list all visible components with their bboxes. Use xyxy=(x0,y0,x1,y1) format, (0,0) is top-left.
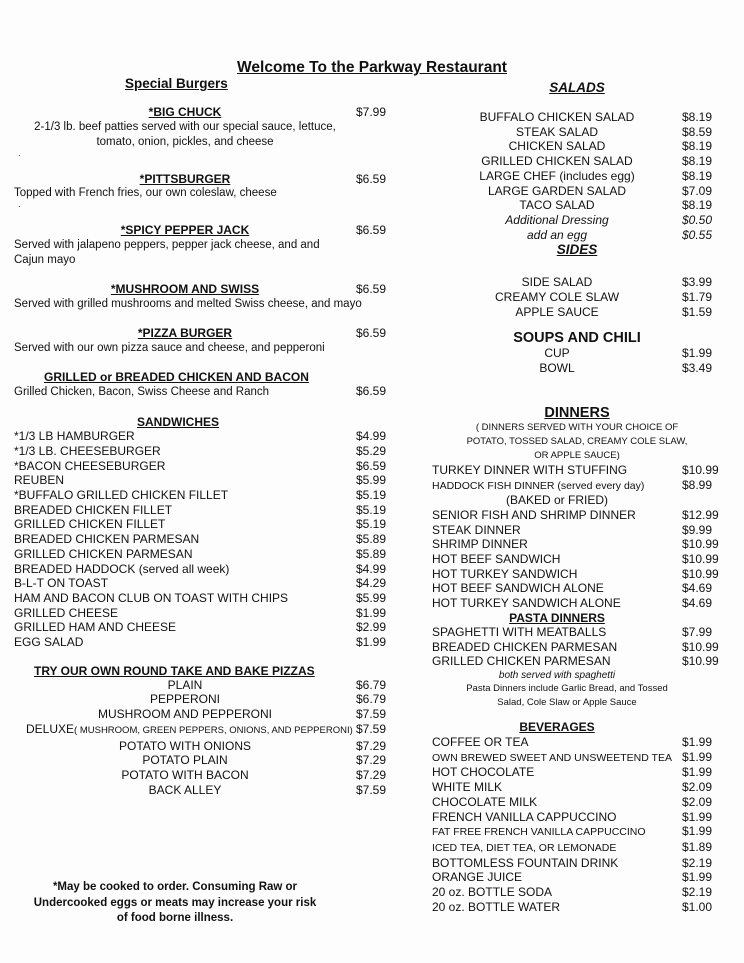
salad-row xyxy=(432,169,722,184)
pasta-note: both served with spaghetti xyxy=(498,669,616,681)
dinner-row xyxy=(432,463,722,478)
menu-price: $1.99 xyxy=(682,346,713,361)
menu-price: $1.99 xyxy=(682,749,713,764)
menu-price: $7.99 xyxy=(682,624,713,639)
menu-price: $7.29 xyxy=(356,767,387,782)
sandwich-row xyxy=(14,503,396,518)
menu-item-name: B-L-T ON TOAST xyxy=(14,576,109,591)
burger-price: $6.59 xyxy=(356,282,387,297)
menu-item-name: CHOCOLATE MILK xyxy=(432,794,538,809)
menu-item-name: STEAK SALAD xyxy=(515,124,599,139)
menu-price: $12.99 xyxy=(682,507,719,522)
left-column xyxy=(14,76,396,797)
burger-item xyxy=(14,172,396,214)
pizza-row xyxy=(14,783,396,798)
menu-price: $10.99 xyxy=(682,639,719,654)
menu-price: $1.99 xyxy=(356,635,387,650)
menu-price: $1.89 xyxy=(682,839,713,854)
menu-price: $8.99 xyxy=(682,477,713,492)
burger-row xyxy=(14,223,396,238)
menu-price: $8.19 xyxy=(682,110,713,124)
dinner-row xyxy=(432,537,722,552)
menu-price: $1.99 xyxy=(682,765,713,780)
menu-price: $8.19 xyxy=(682,198,713,213)
menu-price: $10.99 xyxy=(682,566,719,581)
chicken-bacon-section xyxy=(14,370,396,400)
right-column xyxy=(432,80,722,914)
sandwich-row xyxy=(14,473,396,488)
menu-price: $5.89 xyxy=(356,546,387,561)
menu-price: $4.69 xyxy=(682,581,713,596)
menu-item-name: 20 oz. BOTTLE SODA xyxy=(432,885,553,900)
burger-name: *BIG CHUCK xyxy=(148,105,222,119)
menu-item-name: ICED TEA, DIET TEA, OR LEMONADE xyxy=(432,841,617,854)
menu-item-name: SIDE SALAD xyxy=(521,275,593,290)
pizzas-heading: TRY OUR OWN ROUND TAKE AND BAKE PIZZAS xyxy=(34,663,315,678)
menu-price: $8.59 xyxy=(682,124,713,139)
menu-price: $2.19 xyxy=(682,855,713,870)
sandwich-row xyxy=(14,459,396,474)
dinners-heading: DINNERS xyxy=(544,404,610,421)
menu-item-name: BREADED CHICKEN PARMESAN xyxy=(14,532,200,547)
menu-price: $10.99 xyxy=(682,462,719,477)
sandwich-row xyxy=(14,576,396,591)
menu-item-name: HOT BEEF SANDWICH ALONE xyxy=(432,581,604,596)
burger-row xyxy=(14,105,396,120)
menu-price: $5.29 xyxy=(356,443,387,458)
menu-price: $7.59 xyxy=(356,782,387,797)
menu-price: $5.19 xyxy=(356,502,387,517)
pizza-row xyxy=(14,768,396,783)
salad-row xyxy=(432,125,722,140)
menu-item-name: *BACON CHEESEBURGER xyxy=(14,458,166,473)
menu-price: $3.49 xyxy=(682,361,713,376)
menu-price: $4.99 xyxy=(356,561,387,576)
beverage-row xyxy=(432,795,722,810)
sandwich-row xyxy=(14,591,396,606)
beverage-row xyxy=(432,780,722,795)
salad-row xyxy=(432,139,722,154)
menu-item-name: HAM AND BACON CLUB ON TOAST WITH CHIPS xyxy=(14,590,289,605)
disclaimer-note: *May be cooked to order. Consuming Raw or Undercooked eggs or meats may increase your risk of food borne illness. xyxy=(33,881,317,924)
burger-row xyxy=(14,172,396,187)
salad-row xyxy=(432,110,722,125)
menu-price: $7.09 xyxy=(682,183,713,198)
menu-price: $6.59 xyxy=(356,458,387,473)
chicken-bacon-desc: Grilled Chicken, Bacon, Swiss Cheese and Ranch xyxy=(14,385,270,398)
menu-item-name: GRILLED CHICKEN PARMESAN xyxy=(14,546,193,561)
pasta-row xyxy=(432,640,722,655)
beverage-row xyxy=(432,750,722,766)
menu-item-name: POTATO PLAIN xyxy=(142,753,228,768)
side-row xyxy=(432,275,722,290)
burger-item xyxy=(14,282,396,312)
chicken-bacon-price: $6.59 xyxy=(356,383,387,398)
menu-price: $6.79 xyxy=(356,677,387,692)
menu-price: $8.19 xyxy=(682,168,713,183)
menu-price: $2.99 xyxy=(356,620,387,635)
menu-item-name: POTATO WITH BACON xyxy=(121,767,249,782)
menu-price: $5.19 xyxy=(356,488,387,503)
pizza-row xyxy=(14,753,396,768)
menu-item-name: FRENCH VANILLA CAPPUCCINO xyxy=(432,809,617,824)
menu-price: $8.19 xyxy=(682,154,713,169)
beverages-heading: BEVERAGES xyxy=(519,719,595,734)
menu-row xyxy=(14,722,396,739)
menu-price: $0.55 xyxy=(682,227,713,242)
menu-item-name: REUBEN xyxy=(14,473,65,488)
sandwich-row xyxy=(14,562,396,577)
pasta-list xyxy=(432,625,722,669)
menu-item-name: OWN BREWED SWEET AND UNSWEETEND TEA xyxy=(432,751,672,764)
dinner-row xyxy=(432,478,722,494)
sandwich-row xyxy=(14,606,396,621)
side-row xyxy=(432,305,722,320)
burger-desc: Served with our own pizza sauce and cheese, and pepperoni xyxy=(14,341,325,354)
salad-extra-row xyxy=(432,228,722,243)
pizza-row xyxy=(14,692,396,707)
pizza-deluxe-name: DELUXE xyxy=(26,721,75,736)
menu-item-name: CUP xyxy=(544,346,570,361)
menu-price: $2.19 xyxy=(682,885,713,900)
sandwiches-heading: SANDWICHES xyxy=(137,415,220,430)
soup-row xyxy=(432,346,722,361)
menu-item-name: PLAIN xyxy=(167,677,203,692)
dinner-list xyxy=(432,508,722,611)
chicken-bacon-heading: GRILLED or BREADED CHICKEN AND BACON xyxy=(44,369,309,384)
pizzas-section xyxy=(14,664,396,798)
beverage-list xyxy=(432,735,722,914)
burger-desc: Served with jalapeno peppers, pepper jack cheese, and and Cajun mayo xyxy=(14,239,320,267)
menu-price: $1.99 xyxy=(682,809,713,824)
menu-price: $1.00 xyxy=(682,899,713,914)
burger-name: *MUSHROOM AND SWISS xyxy=(110,282,260,297)
pizza-list xyxy=(14,739,396,798)
soup-list xyxy=(432,346,722,375)
burger-desc: 2-1/3 lb. beef patties served with our special sauce, lettuce, tomato, onion, pickles, and cheese xyxy=(34,120,336,148)
menu-item-name: STEAK DINNER xyxy=(432,522,521,537)
menu-item-name: GRILLED HAM AND CHEESE xyxy=(14,620,177,635)
menu-item-name: SPAGHETTI WITH MEATBALLS xyxy=(432,624,607,639)
menu-item-name: TACO SALAD xyxy=(519,198,595,213)
menu-item-name: APPLE SAUCE xyxy=(515,304,599,319)
salad-list xyxy=(432,110,722,213)
sandwich-row xyxy=(14,532,396,547)
pasta-row xyxy=(432,625,722,640)
soups-heading: SOUPS AND CHILI xyxy=(513,330,641,347)
sandwiches-section xyxy=(14,415,396,650)
menu-item-name: LARGE CHEF (includes egg) xyxy=(479,168,635,183)
bullet-dot: · xyxy=(18,202,21,212)
menu-item-name: POTATO WITH ONIONS xyxy=(119,738,251,753)
menu-item-name: BUFFALO CHICKEN SALAD xyxy=(479,110,635,124)
dinner-row xyxy=(432,508,722,523)
pizza-row xyxy=(14,739,396,754)
menu-price: $1.59 xyxy=(682,304,713,319)
menu-item-name: GRILLED CHICKEN SALAD xyxy=(481,154,633,169)
burger-price: $7.99 xyxy=(356,105,387,119)
salad-extra-row xyxy=(432,213,722,228)
menu-item-name: *1/3 LB HAMBURGER xyxy=(14,429,135,444)
pizza-list xyxy=(14,678,396,722)
beverages-section xyxy=(432,720,722,914)
beverage-row xyxy=(432,900,722,915)
dinner-sub-row xyxy=(432,493,722,508)
dinner-row xyxy=(432,596,722,611)
pizza-deluxe-detail: ( MUSHROOM, GREEN PEPPERS, ONIONS, AND PEPPERONI) xyxy=(74,724,353,736)
burger-desc: Served with grilled mushrooms and melted Swiss cheese, and mayo xyxy=(14,297,362,310)
salad-extras xyxy=(432,213,722,242)
menu-item-name: *BUFFALO GRILLED CHICKEN FILLET xyxy=(14,488,229,503)
menu-price: $5.99 xyxy=(356,590,387,605)
pasta-note-2: Pasta Dinners include Garlic Bread, and Tossed Salad, Cole Slaw or Apple Sauce xyxy=(466,682,668,708)
menu-price: $7.59 xyxy=(356,721,387,736)
haddock-sub: (BAKED or FRIED) xyxy=(505,493,608,508)
dinner-row xyxy=(432,552,722,567)
menu-item-name: PEPPERONI xyxy=(149,692,221,707)
menu-price: $7.59 xyxy=(356,707,387,722)
salad-row xyxy=(432,198,722,213)
menu-item-name: SHRIMP DINNER xyxy=(432,537,528,552)
menu-price: $3.99 xyxy=(682,275,713,290)
burger-item xyxy=(14,326,396,356)
pizza-row xyxy=(14,678,396,693)
menu-price: $2.09 xyxy=(682,794,713,809)
menu-item-name: 20 oz. BOTTLE WATER xyxy=(432,899,561,914)
menu-price: $10.99 xyxy=(682,537,719,552)
menu-item-name: LARGE GARDEN SALAD xyxy=(487,183,627,198)
menu-price: $1.99 xyxy=(682,734,713,749)
menu-item-name: FAT FREE FRENCH VANILLA CAPPUCCINO xyxy=(432,826,646,839)
menu-item-name: Additional Dressing xyxy=(505,212,609,227)
pasta-section xyxy=(432,611,722,710)
menu-item-name: HOT TURKEY SANDWICH xyxy=(432,566,578,581)
menu-price: $2.09 xyxy=(682,780,713,795)
menu-price: $5.99 xyxy=(356,473,387,488)
menu-item-name: HOT CHOCOLATE xyxy=(432,765,535,780)
burger-price: $6.59 xyxy=(356,171,387,186)
burger-name: *SPICY PEPPER JACK xyxy=(120,223,250,238)
menu-item-name: TURKEY DINNER WITH STUFFING xyxy=(432,462,628,477)
menu-item-name: HOT TURKEY SANDWICH ALONE xyxy=(432,596,621,611)
side-list xyxy=(432,275,722,319)
burger-name: *PIZZA BURGER xyxy=(137,325,233,340)
menu-item-name: SENIOR FISH AND SHRIMP DINNER xyxy=(432,507,636,522)
menu-item-name: BOTTOMLESS FOUNTAIN DRINK xyxy=(432,855,619,870)
menu-item-name: BREADED HADDOCK (served all week) xyxy=(14,561,230,576)
menu-item-name: HOT BEEF SANDWICH xyxy=(432,552,561,567)
menu-item-name: CHICKEN SALAD xyxy=(508,139,606,154)
salad-row xyxy=(432,184,722,199)
menu-item-name: HADDOCK FISH DINNER (served every day) xyxy=(432,479,645,492)
menu-item-name: GRILLED CHICKEN FILLET xyxy=(14,517,166,532)
pizza-row xyxy=(14,707,396,722)
salad-row xyxy=(432,154,722,169)
menu-item-name: BREADED CHICKEN PARMESAN xyxy=(432,639,618,654)
menu-item-name: GRILLED CHEESE xyxy=(14,605,119,620)
menu-item-name: BREADED CHICKEN FILLET xyxy=(14,502,173,517)
beverage-row xyxy=(432,885,722,900)
beverage-row xyxy=(432,870,722,885)
menu-item-name: MUSHROOM AND PEPPERONI xyxy=(97,707,273,722)
menu-item-name: COFFEE OR TEA xyxy=(432,734,529,749)
burger-name: *PITTSBURGER xyxy=(139,171,231,186)
sandwich-row xyxy=(14,635,396,650)
burger-item xyxy=(14,105,396,162)
special-burgers-heading: Special Burgers xyxy=(125,76,228,91)
burger-desc: Topped with French fries, our own coleslaw, cheese xyxy=(14,187,277,200)
menu-item-name: GRILLED CHICKEN PARMESAN xyxy=(432,654,611,669)
dinner-list xyxy=(432,463,722,493)
side-row xyxy=(432,290,722,305)
menu-item-name: WHITE MILK xyxy=(432,780,503,795)
burger-item xyxy=(14,223,396,268)
menu-price: $1.99 xyxy=(356,605,387,620)
dinner-row xyxy=(432,567,722,582)
soup-row xyxy=(432,361,722,376)
menu-price: $4.29 xyxy=(356,576,387,591)
sandwich-row xyxy=(14,444,396,459)
menu-item-name: *1/3 LB. CHEESEBURGER xyxy=(14,443,161,458)
sandwich-row xyxy=(14,429,396,444)
menu-price: $10.99 xyxy=(682,552,719,567)
beverage-row xyxy=(432,735,722,750)
menu-item-name: CREAMY COLE SLAW xyxy=(494,290,620,305)
menu-price: $4.69 xyxy=(682,596,713,611)
menu-price: $1.79 xyxy=(682,290,713,305)
menu-item-name: EGG SALAD xyxy=(14,635,84,650)
menu-item-name: BOWL xyxy=(539,361,575,376)
burger-row xyxy=(14,282,396,297)
sides-heading: SIDES xyxy=(556,242,598,258)
beverage-row xyxy=(432,810,722,825)
salads-heading: SALADS xyxy=(549,80,605,95)
menu-price: $6.79 xyxy=(356,692,387,707)
sandwich-list xyxy=(14,429,396,650)
beverage-row xyxy=(432,765,722,780)
dinner-row xyxy=(432,523,722,538)
sandwich-row xyxy=(14,547,396,562)
sandwich-row xyxy=(14,517,396,532)
menu-price: $1.99 xyxy=(682,870,713,885)
burger-price: $6.59 xyxy=(356,325,387,340)
menu-price: $5.89 xyxy=(356,532,387,547)
page-title: Welcome To the Parkway Restaurant xyxy=(237,59,507,76)
menu-item-name: ORANGE JUICE xyxy=(432,870,523,885)
beverage-row xyxy=(432,856,722,871)
chicken-bacon-row xyxy=(14,384,396,400)
sandwich-row xyxy=(14,488,396,503)
bullet-dot: · xyxy=(18,150,21,160)
menu-price: $5.19 xyxy=(356,517,387,532)
beverage-row xyxy=(432,840,722,856)
menu-price: $10.99 xyxy=(682,654,719,669)
menu-item-name: add an egg xyxy=(526,227,588,242)
pasta-heading: PASTA DINNERS xyxy=(509,610,605,625)
menu-price: $8.19 xyxy=(682,139,713,154)
burger-row xyxy=(14,326,396,341)
menu-item-name: BACK ALLEY xyxy=(148,782,222,797)
dinners-section xyxy=(432,405,722,611)
menu-price: $1.99 xyxy=(682,824,713,839)
menu-price: $4.99 xyxy=(356,429,387,444)
dinners-note: ( DINNERS SERVED WITH YOUR CHOICE OF POTATO, TOSSED SALAD, CREAMY COLE SLAW, OR APPLE SAUCE) xyxy=(466,421,688,461)
burger-price: $6.59 xyxy=(356,223,387,238)
menu-price: $7.29 xyxy=(356,753,387,768)
menu-price: $7.29 xyxy=(356,738,387,753)
sandwich-row xyxy=(14,620,396,635)
dinner-row xyxy=(432,581,722,596)
menu-price: $9.99 xyxy=(682,522,713,537)
menu-price: $0.50 xyxy=(682,212,713,227)
pasta-row xyxy=(432,654,722,669)
beverage-row xyxy=(432,824,722,840)
